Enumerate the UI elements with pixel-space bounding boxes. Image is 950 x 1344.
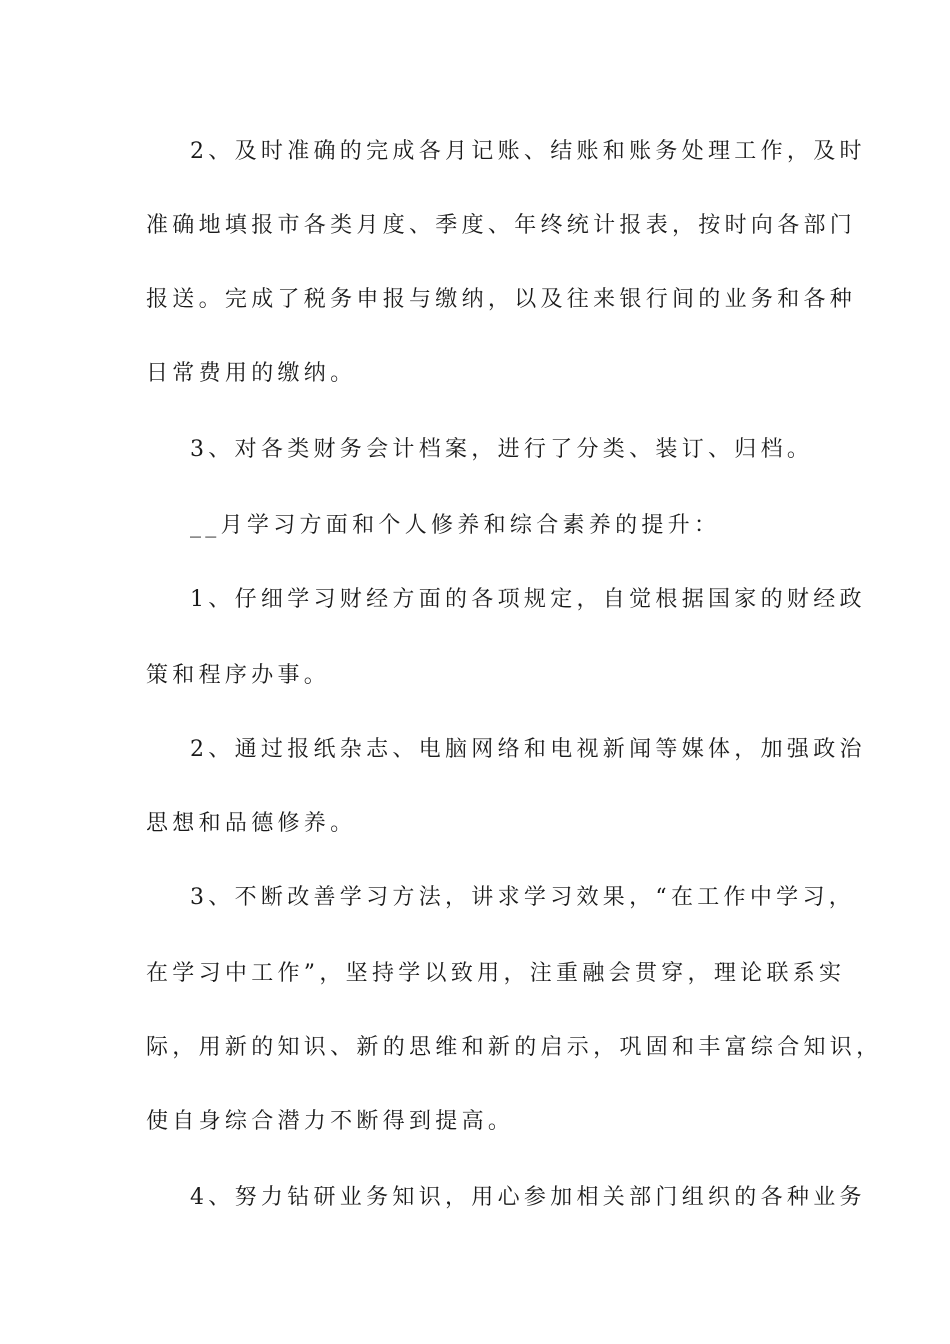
paragraph-line: 4、努力钻研业务知识，用心参加相关部门组织的各种业务	[190, 1185, 866, 1210]
paragraph-line: 日常费用的缴纳。	[146, 361, 357, 386]
paragraph-line: 1、仔细学习财经方面的各项规定，自觉根据国家的财经政	[190, 587, 866, 612]
section-heading: __月学习方面和个人修养和综合素养的提升：	[190, 513, 721, 538]
paragraph-line: 3、对各类财务会计档案，进行了分类、装订、归档。	[190, 437, 814, 462]
paragraph-line: 思想和品德修养。	[146, 811, 357, 836]
paragraph-line: 3、不断改善学习方法，讲求学习效果，“在工作中学习，	[190, 885, 856, 910]
paragraph-line: 在学习中工作”，坚持学以致用，注重融会贯穿，理论联系实	[146, 961, 846, 986]
paragraph-line: 准确地填报市各类月度、季度、年终统计报表，按时向各部门	[146, 213, 857, 238]
paragraph-line: 策和程序办事。	[146, 663, 331, 688]
paragraph-line: 报送。完成了税务申报与缴纳，以及往来银行间的业务和各种	[146, 287, 857, 312]
paragraph-line: 际，用新的知识、新的思维和新的启示，巩固和丰富综合知识，	[146, 1035, 883, 1060]
paragraph-line: 使自身综合潜力不断得到提高。	[146, 1109, 515, 1134]
paragraph-line: 2、及时准确的完成各月记账、结账和账务处理工作，及时	[190, 139, 866, 164]
paragraph-line: 2、通过报纸杂志、电脑网络和电视新闻等媒体，加强政治	[190, 737, 866, 762]
